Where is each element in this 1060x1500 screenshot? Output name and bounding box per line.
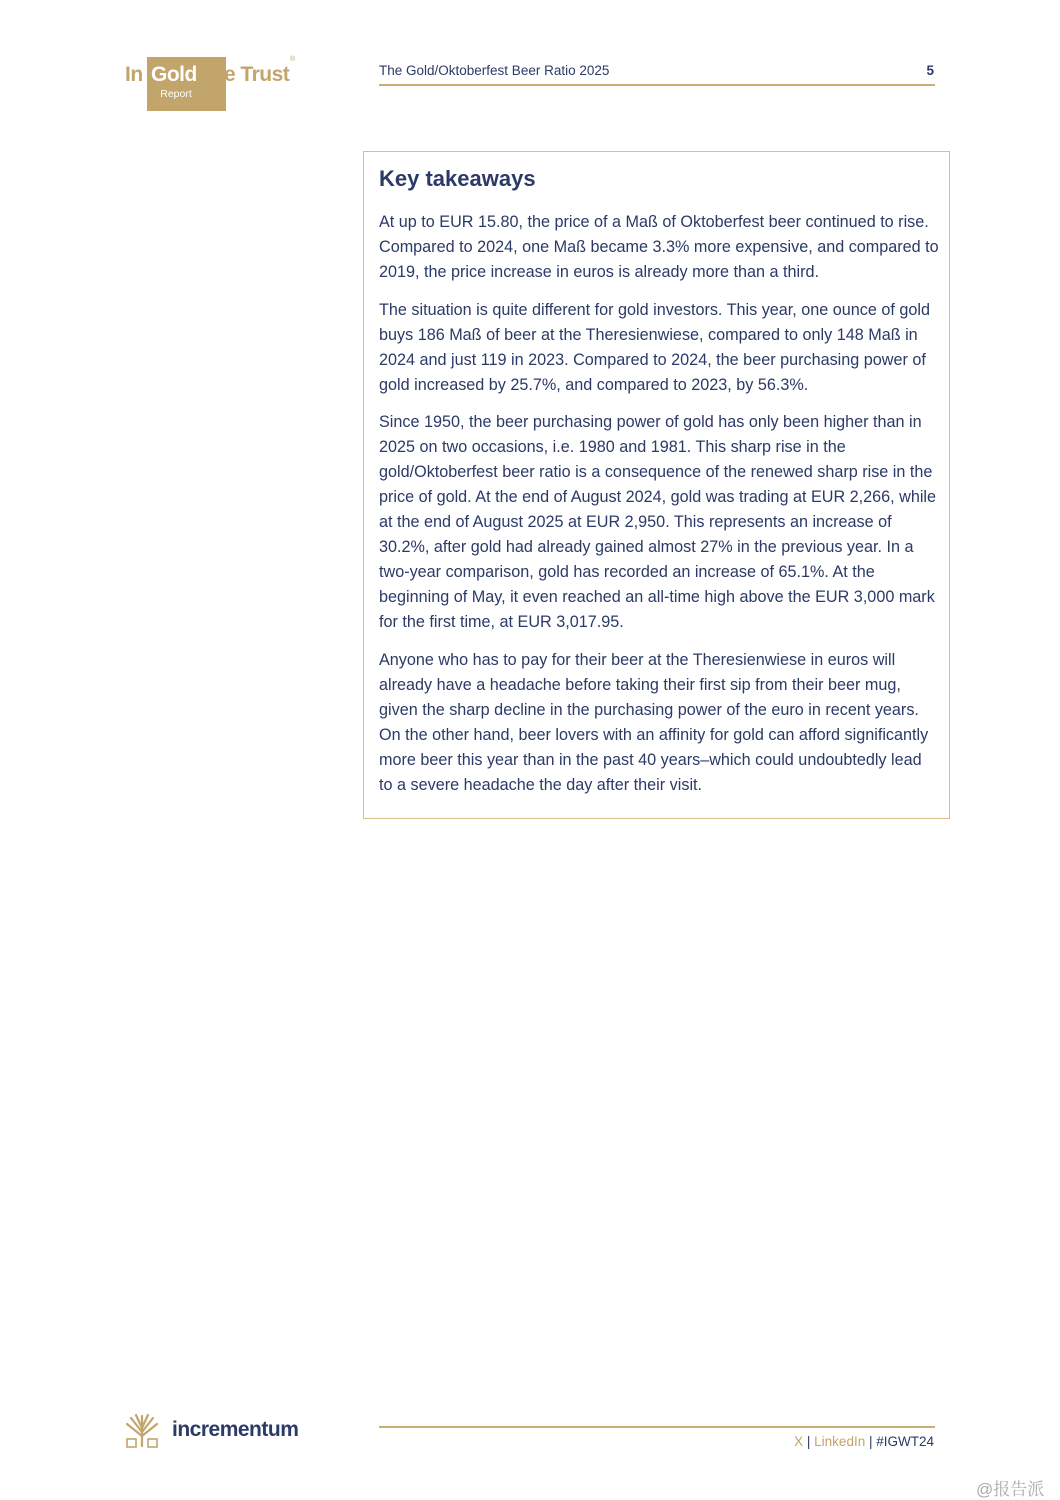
footer-links — [700, 1434, 934, 1449]
incrementum-logo — [125, 1412, 325, 1448]
takeaway-paragraph-3: Since 1950, the beer purchasing power of gold has only been higher than in 2025 on two occasions, i.e. 1980 and 1981. This sharp rise in the gold/Oktoberfest beer ratio is a consequence of the renewed sharp rise in the price of gold. At the end of August 2024, gold was trading at EUR 2,266, while at the end of August 2025 at EUR 2,950. This represents an increase of 30.2%, after gold had already gained almost 27% in the previous year. In a two-year comparison, gold has recorded an increase of 65.1%. At the beginning of May, it even reached an all-time high above the EUR 3,000 mark for the first time, at EUR 3,017.95. — [379, 413, 937, 631]
footer-separator: | — [865, 1434, 877, 1449]
takeaway-paragraph-4: Anyone who has to pay for their beer at the Theresienwiese in euros will already have a headache before taking their first sip from their beer mug, given the sharp decline in the purchasing power of the euro in recent years. On the other hand, beer lovers with an affinity for gold can afford significantly more beer this year than in the past 40 years–which could undoubtedly lead to a severe headache the day after their visit. — [379, 650, 929, 794]
key-takeaways-body — [379, 210, 939, 810]
takeaway-paragraph-2: The situation is quite different for gold investors. This year, one ounce of gold buys 186 Maß of beer at the Theresienwiese, compared to only 148 Maß in 2024 and just 119 in 2023. Compared to 2024, the beer purchasing power of gold increased by 25.7%, and compared to 2023, by 56.3%. — [379, 300, 931, 394]
logo-in-text: In — [125, 63, 143, 86]
watermark: @报告派 — [976, 1480, 1045, 1499]
in-gold-we-trust-logo — [125, 57, 300, 111]
footer-divider — [379, 1426, 935, 1428]
running-header-title: The Gold/Oktoberfest Beer Ratio 2025 — [379, 63, 610, 78]
key-takeaways-heading: Key takeaways — [379, 166, 536, 191]
footer-separator: | — [803, 1434, 815, 1449]
page-number: 5 — [926, 63, 934, 78]
hashtag-text: #IGWT24 — [876, 1434, 934, 1449]
logo-gold-text: Gold — [151, 63, 197, 86]
header-divider — [379, 84, 935, 86]
incrementum-wordmark: incrementum — [172, 1418, 299, 1441]
logo-report-text: Report — [160, 88, 192, 100]
key-takeaways-box — [363, 151, 950, 819]
x-link[interactable]: X — [794, 1434, 804, 1449]
takeaway-paragraph-1: At up to EUR 15.80, the price of a Maß of Oktoberfest beer continued to rise. Compared to 2024, one Maß became 3.3% more expensive, and compared to 2019, the price increase in euros is already more than a third. — [379, 213, 939, 281]
logo-we-trust-text: We Trust — [205, 63, 290, 86]
linkedin-link[interactable]: LinkedIn — [814, 1434, 866, 1449]
tree-icon — [125, 1412, 159, 1448]
logo-registered-mark: ® — [290, 56, 296, 63]
